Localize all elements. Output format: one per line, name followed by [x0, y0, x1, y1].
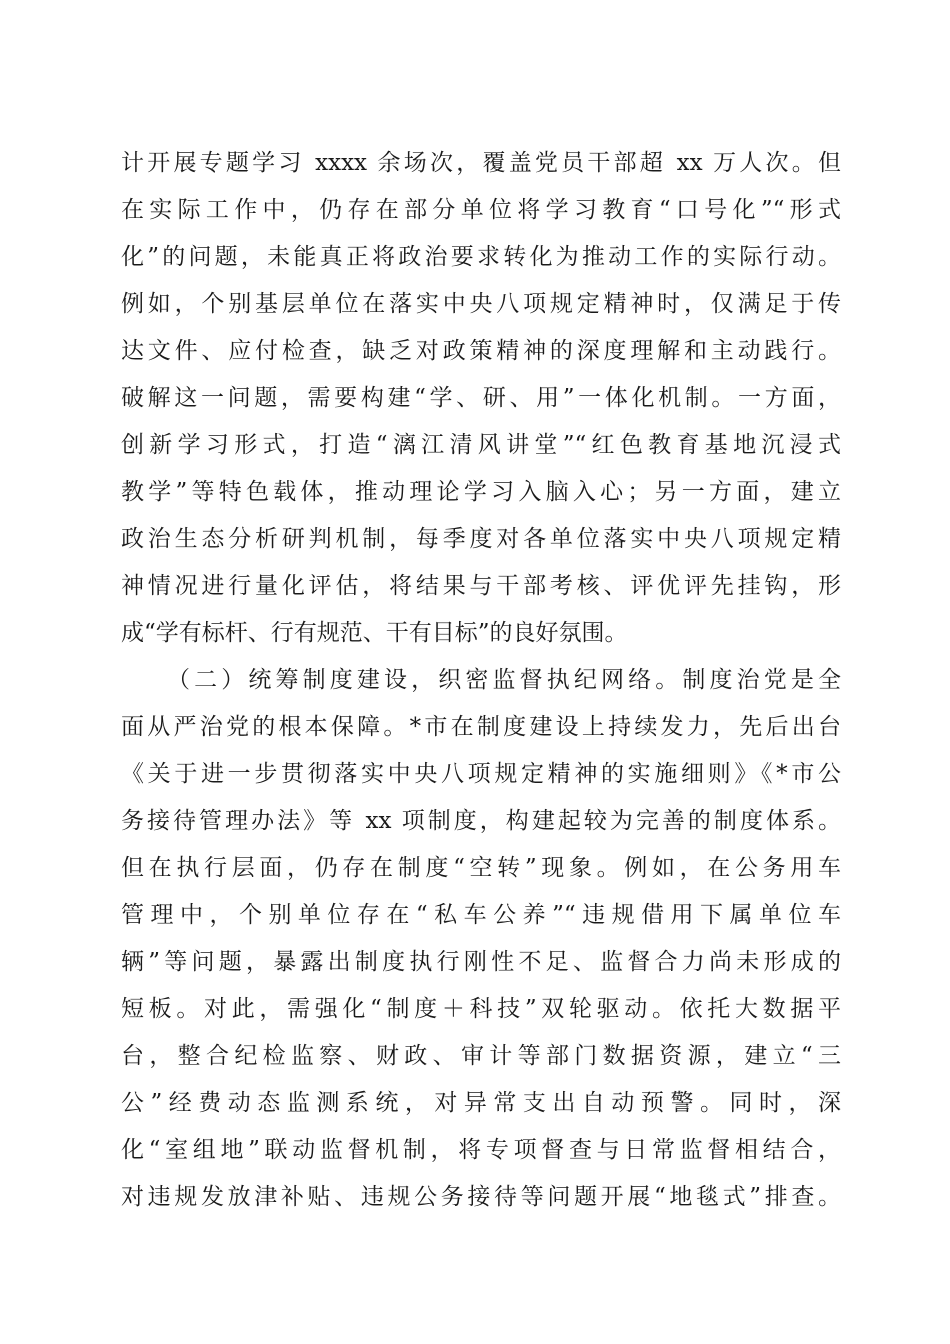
paragraph-line: 破解这一问题，需要构建“学、研、用”一体化机制。一方面，: [121, 385, 841, 411]
paragraph-line: 短板。对此，需强化“制度＋科技”双轮驱动。依托大数据平: [121, 996, 841, 1022]
paragraph-line: 务接待管理办法》等 xx 项制度，构建起较为完善的制度体系。: [121, 808, 841, 834]
paragraph-line: 在实际工作中，仍存在部分单位将学习教育“口号化”“形式: [121, 197, 841, 223]
paragraph-line: 创新学习形式，打造“漓江清风讲堂”“红色教育基地沉浸式: [121, 432, 841, 458]
paragraph-line: 管理中，个别单位存在“私车公养”“违规借用下属单位车: [121, 902, 841, 928]
paragraph-line: 但在执行层面，仍存在制度“空转”现象。例如，在公务用车: [121, 855, 841, 881]
paragraph-line: 成“学有标杆、行有规范、干有目标”的良好氛围。: [121, 620, 628, 646]
paragraph-line: 例如，个别基层单位在落实中央八项规定精神时，仅满足于传: [121, 291, 841, 317]
paragraph-line: 对违规发放津补贴、违规公务接待等问题开展“地毯式”排查。: [121, 1184, 841, 1210]
paragraph-line: 辆”等问题，暴露出制度执行刚性不足、监督合力尚未形成的: [121, 949, 841, 975]
paragraph-line: 面从严治党的根本保障。*市在制度建设上持续发力，先后出台: [121, 714, 841, 740]
paragraph-line: 台，整合纪检监察、财政、审计等部门数据资源，建立“三: [121, 1043, 841, 1069]
paragraph-line: 计开展专题学习 xxxx 余场次，覆盖党员干部超 xx 万人次。但: [121, 150, 841, 176]
paragraph-line: 政治生态分析研判机制，每季度对各单位落实中央八项规定精: [121, 526, 841, 552]
paragraph-line: 化“室组地”联动监督机制，将专项督查与日常监督相结合，: [121, 1137, 841, 1163]
paragraph-line: 神情况进行量化评估，将结果与干部考核、评优评先挂钩，形: [121, 573, 841, 599]
paragraph-line: 公”经费动态监测系统，对异常支出自动预警。同时，深: [121, 1090, 841, 1116]
paragraph-line: 化”的问题，未能真正将政治要求转化为推动工作的实际行动。: [121, 244, 841, 270]
section-heading-line: （二）统筹制度建设，织密监督执纪网络。制度治党是全: [167, 667, 841, 693]
paragraph-line: 《关于进一步贯彻落实中央八项规定精神的实施细则》《*市公: [121, 761, 841, 787]
paragraph-line: 达文件、应付检查，缺乏对政策精神的深度理解和主动践行。: [121, 338, 841, 364]
paragraph-line: 教学”等特色载体，推动理论学习入脑入心；另一方面，建立: [121, 479, 841, 505]
